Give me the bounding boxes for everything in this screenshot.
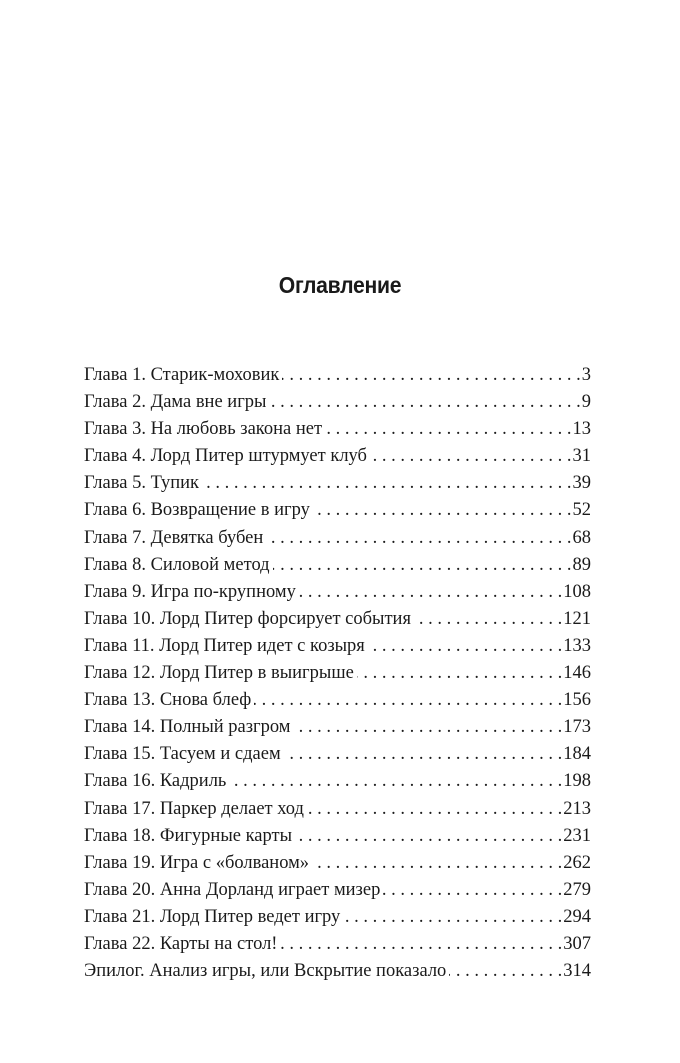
dot-leader xyxy=(368,633,562,660)
dot-leader xyxy=(325,416,571,443)
toc-entry xyxy=(84,796,591,823)
dot-leader xyxy=(294,714,563,741)
toc-entry-page: 146 xyxy=(563,663,591,684)
toc-entry-title: Глава 11. Лорд Питер идет с козыря xyxy=(84,635,365,656)
page-title: Оглавление xyxy=(278,272,402,298)
dot-leader xyxy=(357,660,562,687)
toc-entry xyxy=(84,579,591,606)
toc-entry xyxy=(84,877,591,904)
dot-leader xyxy=(414,606,562,633)
dot-leader xyxy=(313,497,572,524)
dot-leader xyxy=(266,525,571,552)
toc-entry xyxy=(84,823,591,850)
toc-entry-title: Глава 15. Тасуем и сдаем xyxy=(84,744,281,765)
toc-entry xyxy=(84,525,591,552)
dot-leader xyxy=(307,796,562,823)
dot-leader xyxy=(449,958,562,985)
dot-leader xyxy=(202,470,572,497)
toc-entry-title: Глава 8. Силовой метод xyxy=(84,554,270,575)
toc-entry-page: 9 xyxy=(581,392,591,413)
toc-entry-title: Глава 18. Фигурные карты xyxy=(84,825,293,846)
toc-entry xyxy=(84,497,591,524)
toc-entry-page: 31 xyxy=(572,446,591,467)
toc-entry-page: 307 xyxy=(563,933,591,954)
toc-entry xyxy=(84,850,591,877)
toc-entry-page: 52 xyxy=(572,500,591,521)
toc-entry xyxy=(84,904,591,931)
toc-entry xyxy=(84,362,591,389)
toc-entry xyxy=(84,958,591,985)
dot-leader xyxy=(343,904,562,931)
toc-entry-page: 108 xyxy=(563,581,591,602)
toc-entry-page: 173 xyxy=(563,717,591,738)
dot-leader xyxy=(299,579,562,606)
dot-leader xyxy=(280,931,562,958)
toc-entry xyxy=(84,389,591,416)
toc-entry-page: 198 xyxy=(563,771,591,792)
dot-leader xyxy=(383,877,562,904)
toc-entry xyxy=(84,660,591,687)
dot-leader xyxy=(312,850,562,877)
toc-entry-title: Глава 19. Игра с «болваном» xyxy=(84,852,310,873)
toc-entry-title: Глава 6. Возвращение в игру xyxy=(84,500,310,521)
toc-entry-page: 3 xyxy=(581,365,591,385)
toc-entry-title: Глава 16. Кадриль xyxy=(84,771,227,792)
toc-entry-title: Глава 4. Лорд Питер штурмует клуб xyxy=(84,446,367,467)
dot-leader xyxy=(254,687,562,714)
toc-entry xyxy=(84,714,591,741)
toc-entry-title: Глава 13. Снова блеф xyxy=(84,690,252,711)
dot-leader xyxy=(295,823,562,850)
toc-entry xyxy=(84,552,591,579)
dot-leader xyxy=(273,552,572,579)
toc-entry-title: Глава 2. Дама вне игры xyxy=(84,392,267,413)
toc-entry-page: 39 xyxy=(572,473,591,494)
toc-entry xyxy=(84,470,591,497)
table-of-contents xyxy=(84,362,591,985)
toc-entry-title: Глава 9. Игра по-крупному xyxy=(84,581,296,602)
toc-entry-page: 156 xyxy=(563,690,591,711)
toc-entry xyxy=(84,768,591,795)
toc-entry-page: 262 xyxy=(563,852,591,873)
toc-entry-title: Глава 3. На любовь закона нет xyxy=(84,419,323,440)
toc-entry xyxy=(84,931,591,958)
dot-leader xyxy=(269,389,580,416)
toc-entry-title: Глава 14. Полный разгром xyxy=(84,717,291,738)
dot-leader xyxy=(370,443,572,470)
toc-entry-page: 89 xyxy=(572,554,591,575)
toc-entry-page: 184 xyxy=(563,744,591,765)
toc-entry-page: 121 xyxy=(563,608,591,629)
toc-entry-title: Глава 7. Девятка бубен xyxy=(84,527,264,548)
toc-entry xyxy=(84,416,591,443)
toc-entry xyxy=(84,606,591,633)
toc-entry-page: 13 xyxy=(572,419,591,440)
dot-leader xyxy=(284,741,563,768)
toc-entry-title: Глава 5. Тупик xyxy=(84,473,199,494)
toc-entry-title: Глава 22. Карты на стол! xyxy=(84,933,278,954)
toc-entry-page: 279 xyxy=(563,879,591,900)
toc-entry xyxy=(84,741,591,768)
toc-entry-title: Глава 20. Анна Дорланд играет мизер xyxy=(84,879,381,900)
toc-entry-page: 213 xyxy=(563,798,591,819)
toc-entry-page: 68 xyxy=(572,527,591,548)
toc-entry-page: 314 xyxy=(563,961,591,982)
toc-entry-page: 231 xyxy=(563,825,591,846)
dot-leader xyxy=(282,362,580,389)
toc-entry-title: Эпилог. Анализ игры, или Вскрытие показало xyxy=(84,961,447,982)
toc-entry-title: Глава 1. Старик-моховик xyxy=(84,365,280,385)
toc-entry xyxy=(84,443,591,470)
toc-entry xyxy=(84,633,591,660)
toc-entry-title: Глава 17. Паркер делает ход xyxy=(84,798,304,819)
toc-entry-title: Глава 21. Лорд Питер ведет игру xyxy=(84,906,341,927)
toc-entry-title: Глава 12. Лорд Питер в выигрыше xyxy=(84,663,354,684)
dot-leader xyxy=(229,768,562,795)
toc-entry-page: 133 xyxy=(563,635,591,656)
toc-entry-page: 294 xyxy=(563,906,591,927)
toc-entry xyxy=(84,687,591,714)
toc-entry-title: Глава 10. Лорд Питер форсирует события xyxy=(84,608,411,629)
